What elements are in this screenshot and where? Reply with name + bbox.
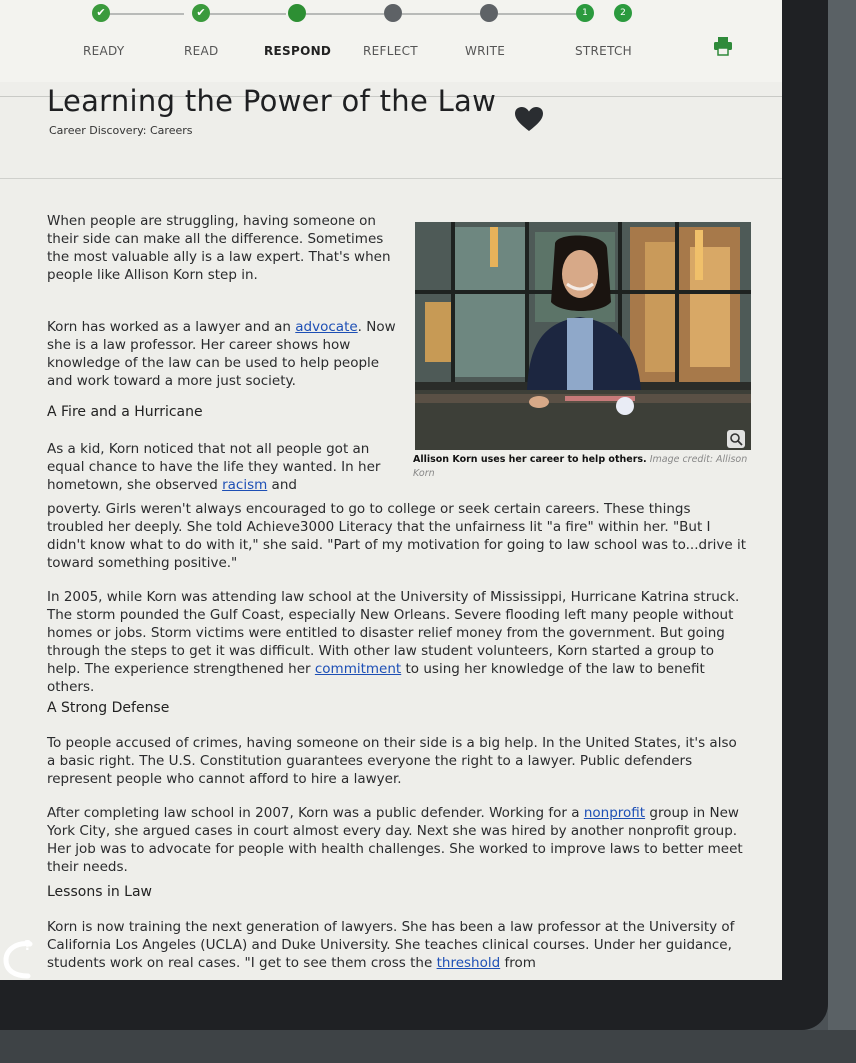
paragraph-childhood-continued: poverty. Girls weren't always encouraged to go to college or seek certain careers. These things troubled her deeply. She told Achieve3000 Literacy that the unfairness lit "a fire" within her. "But I didn't know what to do with it," she said. "Part of my motivation for going to law school was to...drive it toward something positive.": [47, 501, 746, 571]
photo-caption: [413, 453, 763, 481]
caption-credit: Image credit: Allison Korn: [413, 454, 748, 479]
section-heading-fire: A Fire and a Hurricane: [47, 404, 203, 420]
vocab-link-nonprofit[interactable]: nonprofit: [583, 805, 646, 821]
text: and: [267, 477, 297, 493]
step-label-respond[interactable]: RESPOND: [264, 44, 332, 58]
progress-stepper: [0, 0, 782, 82]
paragraph-lessons: [47, 918, 747, 972]
zoom-icon[interactable]: [727, 430, 745, 448]
step-reflect-dot[interactable]: [384, 4, 402, 22]
heart-icon[interactable]: [514, 106, 544, 132]
step-label-write[interactable]: WRITE: [465, 44, 506, 58]
page-title: Learning the Power of the Law: [47, 84, 497, 118]
divider: [0, 178, 782, 179]
text: As a kid, Korn noticed that not all people got an equal chance to have the life they wanted. In her hometown, she observed: [47, 441, 381, 493]
step-connector: [210, 13, 286, 15]
help-icon[interactable]: [0, 934, 36, 980]
text: In 2005, while Korn was attending law school at the University of Mississippi, Hurricane Katrina struck. The storm pounded the Gulf Coast, especially New Orleans. Severe flooding left many people without homes or jobs. Storm victims were entitled to disaster relief money from the government. But going through the steps to get it was difficult. With other law student volunteers, Korn started a group to help. The experience strengthened her: [47, 589, 740, 677]
section-heading-lessons: Lessons in Law: [47, 884, 152, 900]
background-desk-right: [828, 0, 856, 1063]
step-label-read[interactable]: READ: [184, 44, 219, 58]
step-connector: [498, 13, 576, 15]
paragraph-hurricane: [47, 588, 747, 696]
text: Korn has worked as a lawyer and an: [47, 319, 296, 335]
svg-text:?: ?: [24, 939, 32, 954]
article-category: Career Discovery: Careers: [49, 124, 193, 137]
step-respond-dot[interactable]: [288, 4, 306, 22]
step-read-check-icon[interactable]: ✔: [192, 4, 210, 22]
paragraph-public-defender: [47, 804, 747, 876]
step-write-dot[interactable]: [480, 4, 498, 22]
caption-text: Allison Korn uses her career to help others.: [413, 454, 647, 465]
step-stretch-badge-2[interactable]: 2: [614, 4, 632, 22]
text: . Now she is a law professor. Her career shows how knowledge of the law can be used to help people and work toward a more just society.: [47, 319, 396, 389]
step-stretch-badge-1[interactable]: 1: [576, 4, 594, 22]
text: from: [500, 955, 536, 971]
step-connector: [402, 13, 480, 15]
vocab-link-racism[interactable]: racism: [222, 477, 268, 493]
paragraph-childhood: [47, 440, 397, 494]
vocab-link-commitment[interactable]: commitment: [314, 661, 402, 677]
article-photo[interactable]: [415, 222, 751, 450]
text: After completing law school in 2007, Korn was a public defender. Working for a: [47, 805, 584, 821]
background-desk-bottom: [0, 1030, 856, 1063]
step-label-stretch[interactable]: STRETCH: [575, 44, 632, 58]
section-heading-defense: A Strong Defense: [47, 700, 170, 716]
paragraph-defense: To people accused of crimes, having someone on their side is a big help. In the United States, it's also a basic right. The U.S. Constitution guarantees everyone the right to a lawyer. Public defenders represent people who cannot afford to hire a lawyer.: [47, 735, 737, 787]
text: group in New York City, she argued cases in court almost every day. Next she was hired by another nonprofit group. Her job was to advocate for people with health challenges. She worked to improve laws to better meet their needs.: [47, 805, 743, 875]
paragraph-intro: When people are struggling, having someone on their side can make all the difference. Sometimes the most valuable ally is a law expert. That's when people like Allison Korn step in.: [47, 213, 391, 283]
step-label-ready[interactable]: READY: [83, 44, 125, 58]
paragraph-career: [47, 318, 402, 390]
step-ready-check-icon[interactable]: ✔: [92, 4, 110, 22]
print-icon[interactable]: [712, 36, 734, 56]
step-connector: [108, 13, 184, 15]
text: to using her knowledge of the law to benefit others.: [47, 661, 705, 695]
vocab-link-threshold[interactable]: threshold: [436, 955, 501, 971]
vocab-link-advocate[interactable]: advocate: [295, 319, 358, 335]
step-connector: [306, 13, 384, 15]
step-label-reflect[interactable]: REFLECT: [363, 44, 418, 58]
text: Korn is now training the next generation of lawyers. She has been a law professor at the University of California Los Angeles (UCLA) and Duke University. She teaches clinical courses. Under her guidance, students work on real cases. "I get to see them cross the: [47, 919, 735, 971]
